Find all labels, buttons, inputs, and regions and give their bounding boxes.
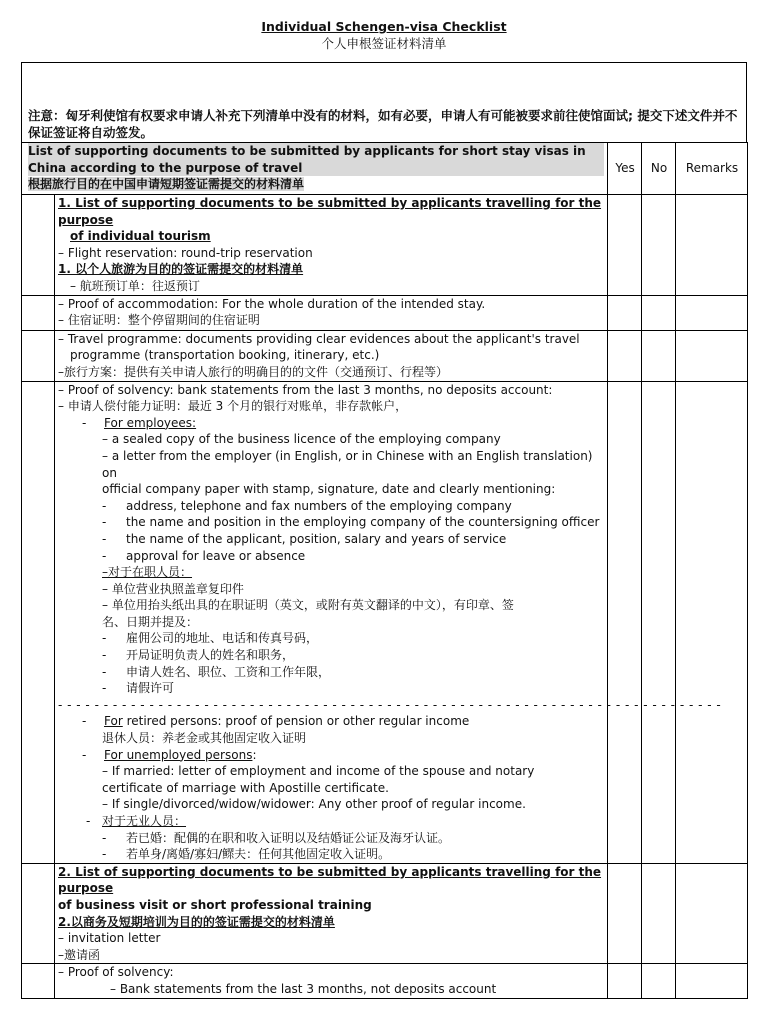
list-item-text: 若已婚：配偶的在职和收入证明以及结婚证公证及海牙认证。 <box>126 830 451 845</box>
travel-programme-zh: –旅行方案：提供有关申请人旅行的明确目的的文件（交通预订、行程等） <box>58 364 449 379</box>
no-checkbox-cell[interactable] <box>642 863 676 964</box>
married-en-cont: certificate of marriage with Apostille certificate. <box>102 780 389 795</box>
section2-title-zh: 2.以商务及短期培训为目的的签证需提交的材料清单 <box>58 914 335 929</box>
yes-checkbox-cell[interactable] <box>608 330 642 381</box>
section2-title-en: 2. List of supporting documents to be submitted by applicants travelling for the purpose <box>58 864 602 896</box>
bullet-dash: - <box>102 664 107 679</box>
bullet-dash: - <box>82 714 87 729</box>
unemployed-colon: : <box>252 747 257 762</box>
dashed-divider: - - - - - - - - - - - - - - - - - - - - - - - - - - - - - - - - - - - - - - - - - - - - - - - - - - - - - - - - - - - - - - - - - - - - - - - - - <box>58 697 722 712</box>
remarks-cell[interactable] <box>676 195 748 296</box>
header-zh-text: 根据旅行目的在中国申请短期签证需提交的材料清单 <box>28 177 305 192</box>
section1-title-en: 1. List of supporting documents to be submitted by applicants travelling for the purpose <box>58 196 602 227</box>
list-item-text: the name and position in the employing company of the countersigning officer <box>126 515 600 530</box>
list-item <box>58 664 605 681</box>
bullet-dash: - <box>102 548 107 563</box>
list-item-text: address, telephone and fax numbers of the employing company <box>126 498 512 513</box>
employees-letter: – a letter from the employer (in English, or in Chinese with an English translation) on <box>102 448 593 480</box>
solvency-en: – Proof of solvency: bank statements from the last 3 months, no deposits account: <box>58 382 553 397</box>
section1-title-en-cont: of individual tourism <box>70 229 211 244</box>
remarks-cell[interactable] <box>676 330 748 381</box>
flight-reservation-zh: – 航班预订单：往返预订 <box>70 278 200 293</box>
table-row <box>22 195 748 296</box>
row-number-cell <box>22 863 55 964</box>
remarks-cell[interactable] <box>676 381 748 863</box>
list-item <box>58 498 605 515</box>
row-number-cell <box>22 330 55 381</box>
no-checkbox-cell[interactable] <box>642 964 676 998</box>
table-row <box>22 381 748 863</box>
unemployed-zh-label: 对于无业人员： <box>102 814 187 828</box>
bullet-dash: - <box>102 648 107 663</box>
bullet-dash: - <box>102 830 107 845</box>
travel-programme-en-cont: programme (transportation booking, itinerary, etc.) <box>70 348 380 363</box>
accommodation-en: – Proof of accommodation: For the whole duration of the intended stay. <box>58 296 486 311</box>
row-number-cell <box>22 195 55 296</box>
bullet-dash: - <box>102 498 107 513</box>
no-checkbox-cell[interactable] <box>642 381 676 863</box>
row-number-cell <box>22 295 55 330</box>
yes-checkbox-cell[interactable] <box>608 381 642 863</box>
employees-licence-zh: – 单位营业执照盖章复印件 <box>102 581 244 596</box>
bank-statements-en: – Bank statements from the last 3 months, not deposits account <box>110 981 497 996</box>
bullet-dash: - <box>102 847 107 862</box>
header-en: List of supporting documents to be submitted by applicants for short stay visas in China according to the purpose of travel <box>28 143 604 176</box>
col-header-yes: Yes <box>608 143 642 195</box>
yes-checkbox-cell[interactable] <box>608 964 642 998</box>
table-row <box>22 330 748 381</box>
no-checkbox-cell[interactable] <box>642 195 676 296</box>
bullet-dash: - <box>102 531 107 546</box>
item-cell <box>55 863 608 964</box>
bullet-dash: - <box>86 814 91 828</box>
invitation-zh: –邀请函 <box>58 947 101 962</box>
list-item-text: 若单身/离婚/寡妇/鳏夫：任何其他固定收入证明。 <box>126 847 391 862</box>
item-cell <box>55 195 608 296</box>
checklist-table <box>21 142 748 999</box>
list-item <box>58 531 605 548</box>
retired-item <box>58 713 605 730</box>
flight-reservation-en: – Flight reservation: round-trip reservation <box>58 245 313 260</box>
travel-programme-en: – Travel programme: documents providing clear evidences about the applicant's travel <box>58 331 580 346</box>
retired-text: retired persons: proof of pension or other regular income <box>122 714 470 729</box>
no-checkbox-cell[interactable] <box>642 295 676 330</box>
bullet-dash: - <box>102 681 107 696</box>
item-cell <box>55 295 608 330</box>
list-item-text: 开局证明负责人的姓名和职务， <box>126 648 295 663</box>
invitation-en: – invitation letter <box>58 931 161 946</box>
list-item <box>58 680 605 697</box>
notice-text: 注意：匈牙利使馆有权要求申请人补充下列清单中没有的材料，如有必要，申请人有可能被要求前往使馆面试; 提交下述文件并不保证签证将自动签发。 <box>28 108 738 140</box>
list-item-text: 请假许可 <box>126 681 175 696</box>
unemployed-zh-heading <box>58 813 605 830</box>
col-header-remarks: Remarks <box>676 143 748 195</box>
table-row <box>22 964 748 998</box>
item-cell <box>55 381 722 863</box>
list-item <box>58 846 605 863</box>
married-en: – If married: letter of employment and income of the spouse and notary <box>102 764 535 779</box>
bullet-dash: - <box>82 747 87 762</box>
unemployed-heading <box>58 747 605 764</box>
unemployed-label: For unemployed persons <box>104 747 253 762</box>
retired-prefix: For <box>104 714 123 729</box>
document-title-en: Individual Schengen-visa Checklist <box>261 19 507 34</box>
table-row <box>22 863 748 964</box>
item-cell <box>55 330 608 381</box>
notice-box <box>21 62 747 143</box>
employees-heading <box>58 415 605 432</box>
row-number-cell <box>22 381 55 863</box>
table-row <box>22 295 748 330</box>
list-item <box>58 548 605 565</box>
list-item <box>58 630 605 647</box>
employees-label: For employees: <box>104 415 197 430</box>
bullet-dash: - <box>102 515 107 530</box>
bullet-dash: - <box>102 631 107 646</box>
row-number-cell <box>22 964 55 998</box>
solvency-zh: – 申请人偿付能力证明：最近 3 个月的银行对账单，非存款帐户， <box>58 399 408 414</box>
document-titles <box>0 19 768 53</box>
list-item-text: approval for leave or absence <box>126 548 306 563</box>
table-header-row <box>22 143 748 195</box>
list-item-text: 申请人姓名、职位、工资和工作年限， <box>126 664 331 679</box>
yes-checkbox-cell[interactable] <box>608 295 642 330</box>
accommodation-zh: – 住宿证明：整个停留期间的住宿证明 <box>58 313 260 328</box>
remarks-cell[interactable] <box>676 295 748 330</box>
list-item-text: the name of the applicant, position, salary and years of service <box>126 531 507 546</box>
retired-zh: 退休人员：养老金或其他固定收入证明 <box>102 731 307 746</box>
section1-title-zh: 1. 以个人旅游为目的的签证需提交的材料清单 <box>58 262 304 277</box>
employees-letter-zh: – 单位用抬头纸出具的在职证明（英文，或附有英文翻译的中文），有印章、签 <box>102 598 514 613</box>
employees-letter-cont: official company paper with stamp, signature, date and clearly mentioning: <box>102 482 556 497</box>
remarks-cell[interactable] <box>676 964 748 998</box>
document-title-zh: 个人申根签证材料清单 <box>321 36 447 51</box>
list-item <box>58 830 605 847</box>
item-cell <box>55 964 608 998</box>
yes-checkbox-cell[interactable] <box>608 195 642 296</box>
single-en: – If single/divorced/widow/widower: Any other proof of regular income. <box>102 797 526 812</box>
bullet-dash: - <box>82 415 87 430</box>
remarks-cell[interactable] <box>676 863 748 964</box>
solvency2-en: – Proof of solvency: <box>58 965 174 980</box>
header-cell <box>22 143 608 195</box>
list-item <box>58 647 605 664</box>
employees-zh-label: –对于在职人员： <box>102 565 193 580</box>
yes-checkbox-cell[interactable] <box>608 863 642 964</box>
list-item-text: 雇佣公司的地址、电话和传真号码， <box>126 631 319 646</box>
employees-letter-zh-cont: 名、日期并提及： <box>102 614 199 629</box>
no-checkbox-cell[interactable] <box>642 330 676 381</box>
employees-licence: – a sealed copy of the business licence of the employing company <box>102 432 501 447</box>
header-zh <box>28 176 604 193</box>
col-header-no: No <box>642 143 676 195</box>
section2-title-en-cont: of business visit or short professional training <box>58 897 372 912</box>
list-item <box>58 514 605 531</box>
